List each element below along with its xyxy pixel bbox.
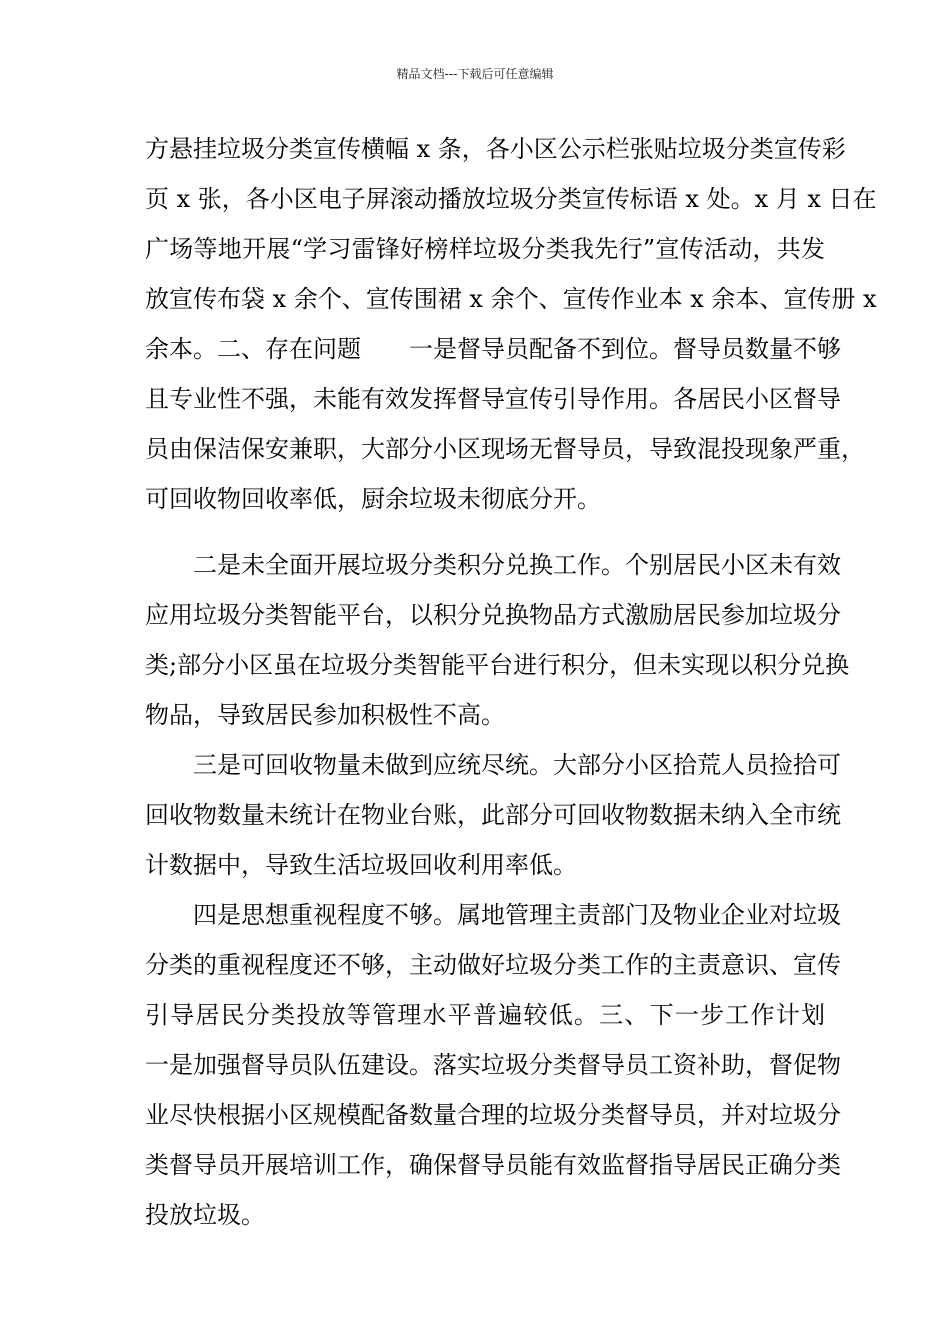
text-line: 员由保洁保安兼职，大部分小区现场无督导员，导致混投现象严重，	[145, 435, 865, 463]
text-line: 方悬挂垃圾分类宣传横幅 x 条，各小区公示栏张贴垃圾分类宣传彩	[145, 135, 846, 163]
text-line: 余本。二、存在问题 一是督导员配备不到位。督导员数量不够	[145, 335, 841, 363]
document-body	[145, 130, 877, 1246]
text-line: 可回收物回收率低，厨余垃圾未彻底分开。	[145, 485, 601, 513]
text-line: 计数据中，导致生活垃圾回收利用率低。	[145, 851, 577, 879]
text-line: 四是思想重视程度不够。属地管理主责部门及物业企业对垃圾	[193, 901, 841, 929]
text-line: 分类的重视程度还不够，主动做好垃圾分类工作的主责意识、宣传	[145, 951, 841, 979]
text-line: 放宣传布袋 x 余个、宣传围裙 x 余个、宣传作业本 x 余本、宣传册 x	[145, 285, 877, 313]
text-line: 回收物数量未统计在物业台账，此部分可回收物数据未纳入全市统	[145, 801, 841, 829]
page-header: 精品文档---下载后可任意编辑	[396, 67, 554, 81]
text-line: 二是未全面开展垃圾分类积分兑换工作。个别居民小区未有效	[193, 551, 841, 579]
text-line: 且专业性不强，未能有效发挥督导宣传引导作用。各居民小区督导	[145, 385, 841, 413]
text-line: 应用垃圾分类智能平台，以积分兑换物品方式激励居民参加垃圾分	[145, 601, 841, 629]
paragraph-gap	[145, 530, 825, 546]
text-line: 类;部分小区虽在垃圾分类智能平台进行积分，但未实现以积分兑换	[145, 651, 850, 679]
text-line: 物品，导致居民参加积极性不高。	[145, 701, 505, 729]
text-line: 引导居民分类投放等管理水平普遍较低。三、下一步工作计划	[145, 1001, 825, 1029]
text-line: 业尽快根据小区规模配备数量合理的垃圾分类督导员，并对垃圾分	[145, 1101, 841, 1129]
text-line: 类督导员开展培训工作，确保督导员能有效监督指导居民正确分类	[145, 1151, 841, 1179]
text-line: 广场等地开展“学习雷锋好榜样垃圾分类我先行”宣传活动，共发	[145, 235, 825, 263]
text-line: 一是加强督导员队伍建设。落实垃圾分类督导员工资补助，督促物	[145, 1051, 841, 1079]
text-line: 页 x 张，各小区电子屏滚动播放垃圾分类宣传标语 x 处。x 月 x 日在	[145, 185, 877, 213]
text-line: 投放垃圾。	[145, 1201, 265, 1229]
text-line: 三是可回收物量未做到应统尽统。大部分小区拾荒人员捡拾可	[193, 751, 841, 779]
